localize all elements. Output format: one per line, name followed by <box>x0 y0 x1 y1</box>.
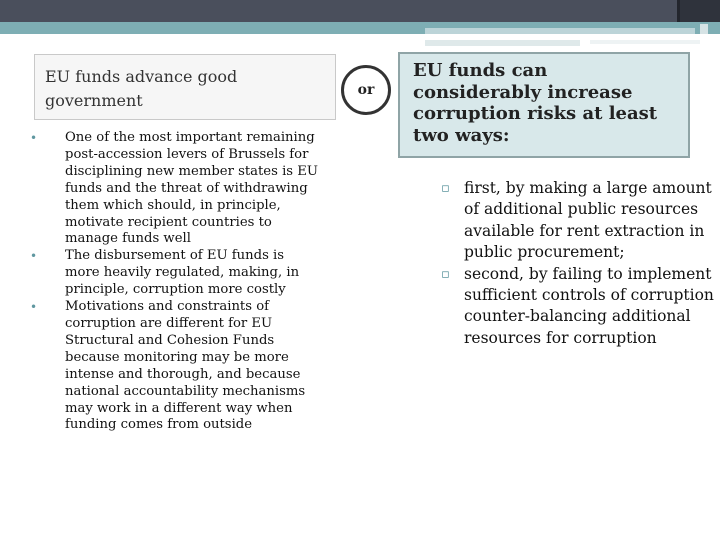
left-bullet-item <box>30 299 322 434</box>
right-bullet-list <box>441 178 716 349</box>
left-bullet-text: The disbursement of EU funds is more heavily regulated, making, in principle, corruption more costly <box>65 248 300 298</box>
left-column-header: EU funds advance good government <box>34 54 336 120</box>
or-divider-label: or <box>357 82 375 98</box>
left-bullet-text: Motivations and constraints of corruption are different for EU Structural and Cohesion Funds because monitoring may be more intense and thorough, and because national accountability mechanisms may work in a different way when funding comes from outside <box>65 299 306 433</box>
left-bullet-item <box>30 248 322 299</box>
bullet-dot-icon: • <box>30 249 38 264</box>
decorative-underline <box>425 40 580 46</box>
left-bullet-item <box>30 130 322 248</box>
bullet-dot-icon: • <box>30 300 38 315</box>
or-divider-circle <box>341 65 391 115</box>
decorative-underline-secondary <box>590 40 700 44</box>
right-bullet-item <box>441 178 716 264</box>
accent-bar-highlight <box>425 28 695 34</box>
bullet-square-icon: ▫ <box>441 181 450 196</box>
left-bullet-list <box>30 130 322 434</box>
bullet-square-icon: ▫ <box>441 266 450 282</box>
right-column-header: EU funds can considerably increase corruption risks at least two ways: <box>398 52 690 158</box>
bullet-dot-icon: • <box>30 131 38 145</box>
right-bullet-text: second, by failing to implement sufficient controls of corruption counter-balancing additional resources for corruption <box>464 264 714 347</box>
right-bullet-text: first, by making a large amount of additional public resources available for rent extraction in public procurement; <box>464 179 712 262</box>
accent-bar-mark <box>700 24 708 34</box>
slide-top-bar <box>0 0 720 22</box>
left-bullet-text: One of the most important remaining post-accession levers of Brussels for disciplining new member states is EU funds and the threat of withdrawing them which should, in principle, motivate recipient countries to manage funds well <box>65 130 318 247</box>
top-bar-dark-block <box>680 0 720 22</box>
right-bullet-item <box>441 264 716 350</box>
slide-accent-bar <box>0 22 720 34</box>
